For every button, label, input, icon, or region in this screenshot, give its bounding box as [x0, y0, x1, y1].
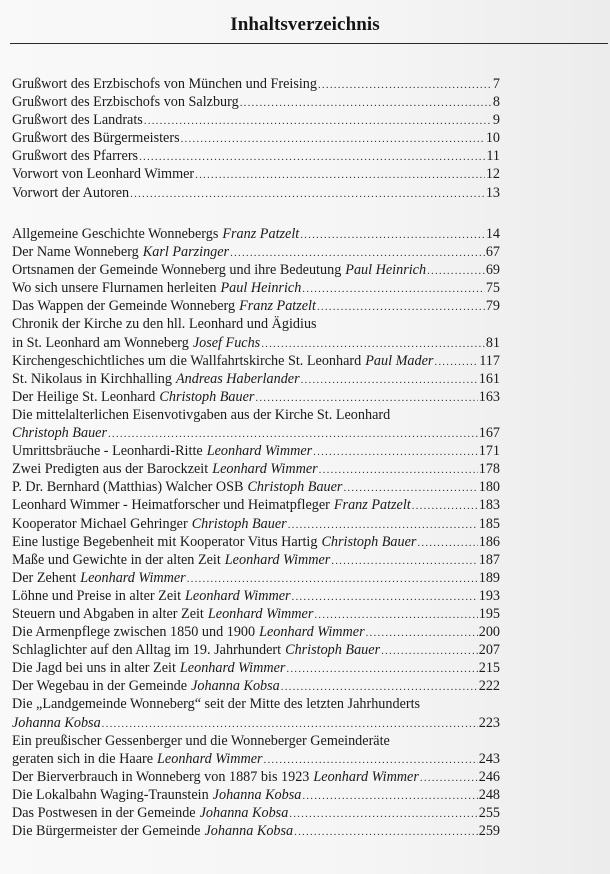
toc-entry[interactable] — [12, 129, 500, 147]
dot-leader — [289, 805, 477, 823]
toc-entry-page-number: 12 — [485, 166, 500, 183]
toc-entry-author: Franz Patzelt — [333, 497, 411, 514]
toc-entry-title-first-line: Die mittelalterlichen Eisenvotivgaben aus der Kirche St. Leonhard — [12, 406, 391, 423]
toc-entry-title: Grußwort des Pfarrers — [12, 148, 139, 165]
toc-entry-line — [12, 551, 500, 569]
toc-entry-line — [12, 496, 500, 514]
toc-entry[interactable] — [12, 315, 500, 351]
toc-entry[interactable] — [12, 659, 500, 677]
toc-entry[interactable] — [12, 587, 500, 605]
toc-entry-author: Christoph Bauer — [12, 425, 107, 442]
toc-entry[interactable] — [12, 460, 500, 478]
toc-entry[interactable] — [12, 225, 500, 243]
toc-entry-title: Ortsnamen der Gemeinde Wonneberg und ihre Bedeutung — [12, 262, 342, 279]
toc-entry-author: Christoph Bauer — [321, 533, 417, 550]
dot-leader — [261, 335, 485, 353]
toc-entry-line — [12, 641, 500, 659]
toc-entry-line — [12, 93, 500, 111]
dot-leader — [195, 166, 485, 184]
dot-leader — [331, 552, 477, 570]
dot-leader — [187, 570, 478, 588]
dot-leader — [240, 94, 492, 112]
toc-entry[interactable] — [12, 279, 500, 297]
toc-entry[interactable] — [12, 370, 500, 388]
dot-leader — [313, 443, 478, 461]
toc-entry-author: Christoph Bauer — [285, 642, 381, 659]
dot-leader — [294, 823, 478, 841]
toc-entry-author: Leonhard Wimmer — [313, 768, 419, 785]
toc-entry-title: Die Jagd bei uns in alter Zeit — [12, 660, 176, 677]
toc-entry-author: Leonhard Wimmer — [259, 624, 365, 641]
toc-entry-title: Leonhard Wimmer - Heimatforscher und Heimatpfleger — [12, 497, 330, 514]
toc-entry[interactable] — [12, 496, 500, 514]
dot-leader — [102, 715, 478, 733]
toc-entry-author: Christoph Bauer — [159, 388, 255, 405]
toc-entry[interactable] — [12, 147, 500, 165]
toc-entry-page-number: 178 — [478, 461, 500, 478]
dot-leader — [130, 185, 485, 203]
toc-entry-page-number: 255 — [478, 805, 500, 821]
toc-entry-line — [12, 587, 500, 605]
toc-entry-page-number: 117 — [479, 352, 500, 369]
toc-entry-author: Paul Heinrich — [345, 262, 427, 279]
toc-entry-page-number: 222 — [478, 678, 500, 695]
toc-entry[interactable] — [12, 786, 500, 804]
toc-entry-page-number: 167 — [478, 425, 500, 442]
toc-entry-page-number: 13 — [485, 184, 500, 201]
toc-entry-author: Leonhard Wimmer — [157, 750, 263, 767]
toc-entry-title-line — [12, 732, 500, 750]
toc-entry-author: Paul Mader — [365, 352, 434, 369]
toc-entry-title: Vorwort von Leonhard Wimmer — [12, 166, 195, 183]
toc-entry-author: Paul Heinrich — [220, 280, 302, 297]
toc-entry[interactable] — [12, 93, 500, 111]
toc-entry-title: Der Zehent — [12, 569, 77, 586]
toc-entry-title: Der Name Wonneberg — [12, 244, 139, 261]
toc-entry-title: geraten sich in die Haare — [12, 750, 154, 767]
toc-entry[interactable] — [12, 442, 500, 460]
dot-leader — [319, 461, 478, 479]
dot-leader — [144, 112, 492, 130]
toc-entry[interactable] — [12, 533, 500, 551]
toc-entry-page-number: 161 — [478, 370, 500, 387]
dot-leader — [302, 280, 485, 298]
toc-entry-author: Johanna Kobsa — [212, 786, 302, 803]
toc-entry-title-line — [12, 406, 500, 424]
dot-leader — [317, 298, 485, 316]
toc-entry[interactable] — [12, 695, 500, 731]
toc-entry-author: Johanna Kobsa — [199, 805, 289, 821]
toc-entry-title: Die Lokalbahn Waging-Traunstein — [12, 786, 209, 803]
toc-entry-page-number: 187 — [478, 551, 500, 568]
toc-entry[interactable] — [12, 261, 500, 279]
toc-entry-line — [12, 184, 500, 202]
toc-entry-line — [12, 822, 500, 840]
toc-entry-page-number: 163 — [478, 388, 500, 405]
toc-entry-author: Leonhard Wimmer — [212, 461, 318, 478]
toc-entry-title: Die Bürgermeister der Gemeinde — [12, 823, 201, 840]
toc-entry-page-number: 14 — [485, 226, 500, 242]
toc-entry-line — [12, 147, 500, 165]
toc-entry-line — [12, 388, 500, 406]
dot-leader — [301, 371, 478, 389]
toc-entry-line — [12, 786, 500, 804]
toc-entry-line — [12, 515, 500, 533]
toc-entry-title: Löhne und Preise in alter Zeit — [12, 587, 182, 604]
toc-entry-line — [12, 261, 500, 279]
toc-entry-line — [12, 297, 500, 315]
toc-entry-page-number: 10 — [485, 130, 500, 147]
toc-entry-title: Maße und Gewichte in der alten Zeit — [12, 551, 221, 568]
toc-entry-page-number: 79 — [485, 298, 500, 315]
toc-entry-line — [12, 569, 500, 587]
toc-entry[interactable] — [12, 406, 500, 442]
toc-entry-title: Das Wappen der Gemeinde Wonneberg — [12, 298, 236, 315]
toc-entry-line — [12, 804, 500, 822]
toc-entry-line — [12, 623, 500, 641]
toc-entry-author: Franz Patzelt — [239, 298, 316, 315]
dot-leader — [343, 479, 477, 497]
toc-entry-author: Leonhard Wimmer — [185, 587, 291, 604]
toc-entry-line — [12, 677, 500, 695]
toc-entry-line — [12, 129, 500, 147]
dot-leader — [139, 148, 485, 166]
dot-leader — [412, 497, 478, 515]
toc-entry-author: Leonhard Wimmer — [224, 551, 331, 568]
toc-entry-page-number: 215 — [478, 660, 500, 677]
toc-entry-title: Die Armenpflege zwischen 1850 und 1900 — [12, 624, 256, 641]
toc-entry-line — [12, 533, 500, 551]
dot-leader — [108, 425, 478, 443]
toc-entry-title: Vorwort der Autoren — [12, 184, 130, 201]
toc-entry-page-number: 11 — [486, 148, 500, 165]
toc-entry[interactable] — [12, 677, 500, 695]
toc-entry-title: Grußwort des Erzbischofs von Salzburg — [12, 94, 239, 111]
dot-leader — [434, 353, 478, 371]
toc-entry-author: Andreas Haberlander — [176, 370, 300, 387]
toc-entry-title-first-line: Ein preußischer Gessenberger und die Wonneberger Gemeinderäte — [12, 732, 390, 749]
toc-entry-title-line — [12, 315, 500, 333]
toc-entry-line — [12, 478, 500, 496]
toc-entry-line — [12, 279, 500, 297]
toc-entry[interactable] — [12, 75, 500, 93]
toc-entry-line — [12, 659, 500, 677]
toc-entry-title-line — [12, 695, 500, 713]
toc-entry-title: Steuern und Abgaben in alter Zeit — [12, 605, 204, 622]
toc-entry-line — [12, 75, 500, 93]
dot-leader — [286, 660, 477, 678]
toc-entry-title: St. Nikolaus in Kirchhalling — [12, 370, 172, 387]
dot-leader — [255, 389, 477, 407]
dot-leader — [264, 751, 478, 769]
dot-leader — [381, 642, 478, 660]
toc-entry-title: Eine lustige Begebenheit mit Kooperator Vitus Hartig — [12, 533, 318, 550]
toc-entry-page-number: 180 — [478, 479, 500, 496]
toc-entry-title: Allgemeine Geschichte Wonnebergs — [12, 226, 219, 242]
toc-entry-title: Der Heilige St. Leonhard — [12, 388, 156, 405]
toc-entry-page-number: 243 — [478, 750, 500, 767]
toc-entry-line — [12, 111, 500, 129]
toc-entry[interactable] — [12, 352, 500, 370]
toc-entry-title: Grußwort des Bürgermeisters — [12, 130, 180, 147]
toc-entry-line — [12, 165, 500, 183]
toc-entry-title: Umrittsbräuche - Leonhardi-Ritte — [12, 443, 203, 460]
toc-entry[interactable] — [12, 184, 500, 202]
dot-leader — [230, 244, 485, 262]
toc-entry-title: Grußwort des Landrats — [12, 112, 143, 129]
toc-entry-line — [12, 605, 500, 623]
toc-entry-line — [12, 225, 500, 243]
dot-leader — [314, 606, 477, 624]
toc-entry-title-first-line: Chronik der Kirche zu den hll. Leonhard und Ägidius — [12, 316, 317, 333]
toc-entry-page-number: 246 — [478, 768, 500, 785]
toc-entry-title: Kooperator Michael Gehringer — [12, 515, 188, 532]
toc-entry-author: Josef Fuchs — [192, 334, 261, 351]
dot-leader — [417, 534, 477, 552]
toc-entry-title: Das Postwesen in der Gemeinde — [12, 805, 196, 821]
toc-entry-page-number: 259 — [478, 823, 500, 840]
toc-entry-title: Grußwort des Erzbischofs von München und Freising — [12, 76, 317, 92]
toc-entry-line — [12, 424, 500, 442]
toc-entry-page-number: 8 — [492, 94, 500, 111]
dot-leader — [427, 262, 485, 280]
toc-entry-title-first-line: Die „Landgemeinde Wonneberg“ seit der Mitte des letzten Jahrhunderts — [12, 696, 421, 713]
toc-entry[interactable] — [12, 641, 500, 659]
toc-entry-page-number: 171 — [478, 443, 500, 460]
dot-leader — [302, 787, 477, 805]
toc-entry-page-number: 69 — [485, 262, 500, 279]
toc-entry-line — [12, 768, 500, 786]
toc-entry-author: Leonhard Wimmer — [206, 443, 313, 460]
toc-entry-page-number: 200 — [478, 624, 500, 641]
toc-entry[interactable] — [12, 732, 500, 768]
dot-leader — [420, 769, 478, 787]
toc-entry-author: Johanna Kobsa — [191, 678, 280, 695]
toc-entry[interactable] — [12, 388, 500, 406]
toc-entry[interactable] — [12, 623, 500, 641]
toc-chapters — [12, 225, 500, 840]
dot-leader — [292, 588, 478, 606]
dot-leader — [300, 226, 485, 244]
toc-entry-author: Johanna Kobsa — [204, 823, 294, 840]
toc-entry[interactable] — [12, 551, 500, 569]
toc-entry-author: Leonhard Wimmer — [207, 605, 314, 622]
toc-entry-title: Schlaglichter auf den Alltag im 19. Jahrhundert — [12, 642, 282, 659]
toc-entry-page-number: 186 — [478, 533, 500, 550]
toc-entry-page-number: 75 — [485, 280, 500, 297]
toc-entry-title: Kirchengeschichtliches um die Wallfahrtskirche St. Leonhard — [12, 352, 362, 369]
toc-entry-title: in St. Leonhard am Wonneberg — [12, 334, 189, 351]
toc-entry-title: Zwei Predigten aus der Barockzeit — [12, 461, 209, 478]
toc-entry-line — [12, 714, 500, 732]
dot-leader — [288, 516, 478, 534]
toc-entry[interactable] — [12, 768, 500, 786]
toc-entry[interactable] — [12, 569, 500, 587]
toc-entry-line — [12, 442, 500, 460]
toc-entry-author: Franz Patzelt — [222, 226, 300, 242]
toc-entry-author: Johanna Kobsa — [12, 714, 101, 731]
dot-leader — [181, 130, 485, 148]
toc-entry-author: Leonhard Wimmer — [80, 569, 186, 586]
toc-entry-page-number: 189 — [478, 569, 500, 586]
toc-entry-author: Christoph Bauer — [191, 515, 287, 532]
toc-entry[interactable] — [12, 297, 500, 315]
toc-entry-page-number: 223 — [478, 714, 500, 731]
toc-entry[interactable] — [12, 111, 500, 129]
toc-entry-page-number: 207 — [478, 642, 500, 659]
toc-entry-line — [12, 334, 500, 352]
toc-entry[interactable] — [12, 478, 500, 496]
toc-entry-title: Wo sich unsere Flurnamen herleiten — [12, 280, 217, 297]
toc-entry-line — [12, 370, 500, 388]
toc-entry-page-number: 81 — [485, 334, 500, 351]
toc-entry-author: Leonhard Wimmer — [179, 660, 286, 677]
dot-leader — [281, 678, 478, 696]
toc-entry-page-number: 9 — [492, 112, 500, 129]
toc-entry[interactable] — [12, 605, 500, 623]
page-title: Inhaltsverzeichnis — [230, 14, 380, 35]
toc-entry-page-number: 195 — [478, 605, 500, 622]
toc-entry[interactable] — [12, 822, 500, 840]
toc-entry-page-number: 193 — [478, 587, 500, 604]
toc-entry-title: Der Wegebau in der Gemeinde — [12, 678, 188, 695]
dot-leader — [366, 624, 478, 642]
toc-entry-author: Karl Parzinger — [142, 244, 230, 261]
toc-entry-title: P. Dr. Bernhard (Matthias) Walcher OSB — [12, 479, 244, 496]
toc-entry-line — [12, 352, 500, 370]
header-rule — [10, 43, 608, 44]
toc-entry[interactable] — [12, 243, 500, 261]
toc-entry-line — [12, 460, 500, 478]
toc-entry-line — [12, 750, 500, 768]
toc-entry-title: Der Bierverbrauch in Wonneberg von 1887 bis 1923 — [12, 768, 310, 785]
toc-entry-page-number: 248 — [478, 786, 500, 803]
toc-entry-page-number: 185 — [478, 515, 500, 532]
dot-leader — [318, 76, 492, 94]
toc-entry-page-number: 7 — [492, 76, 500, 92]
toc-entry-page-number: 67 — [485, 244, 500, 261]
toc-entry-line — [12, 243, 500, 261]
toc-entry[interactable] — [12, 515, 500, 533]
toc-entry[interactable] — [12, 165, 500, 183]
toc-entry-page-number: 183 — [478, 497, 500, 514]
toc-front-matter — [12, 75, 500, 202]
toc-entry-author: Christoph Bauer — [247, 479, 343, 496]
toc-entry[interactable] — [12, 804, 500, 822]
